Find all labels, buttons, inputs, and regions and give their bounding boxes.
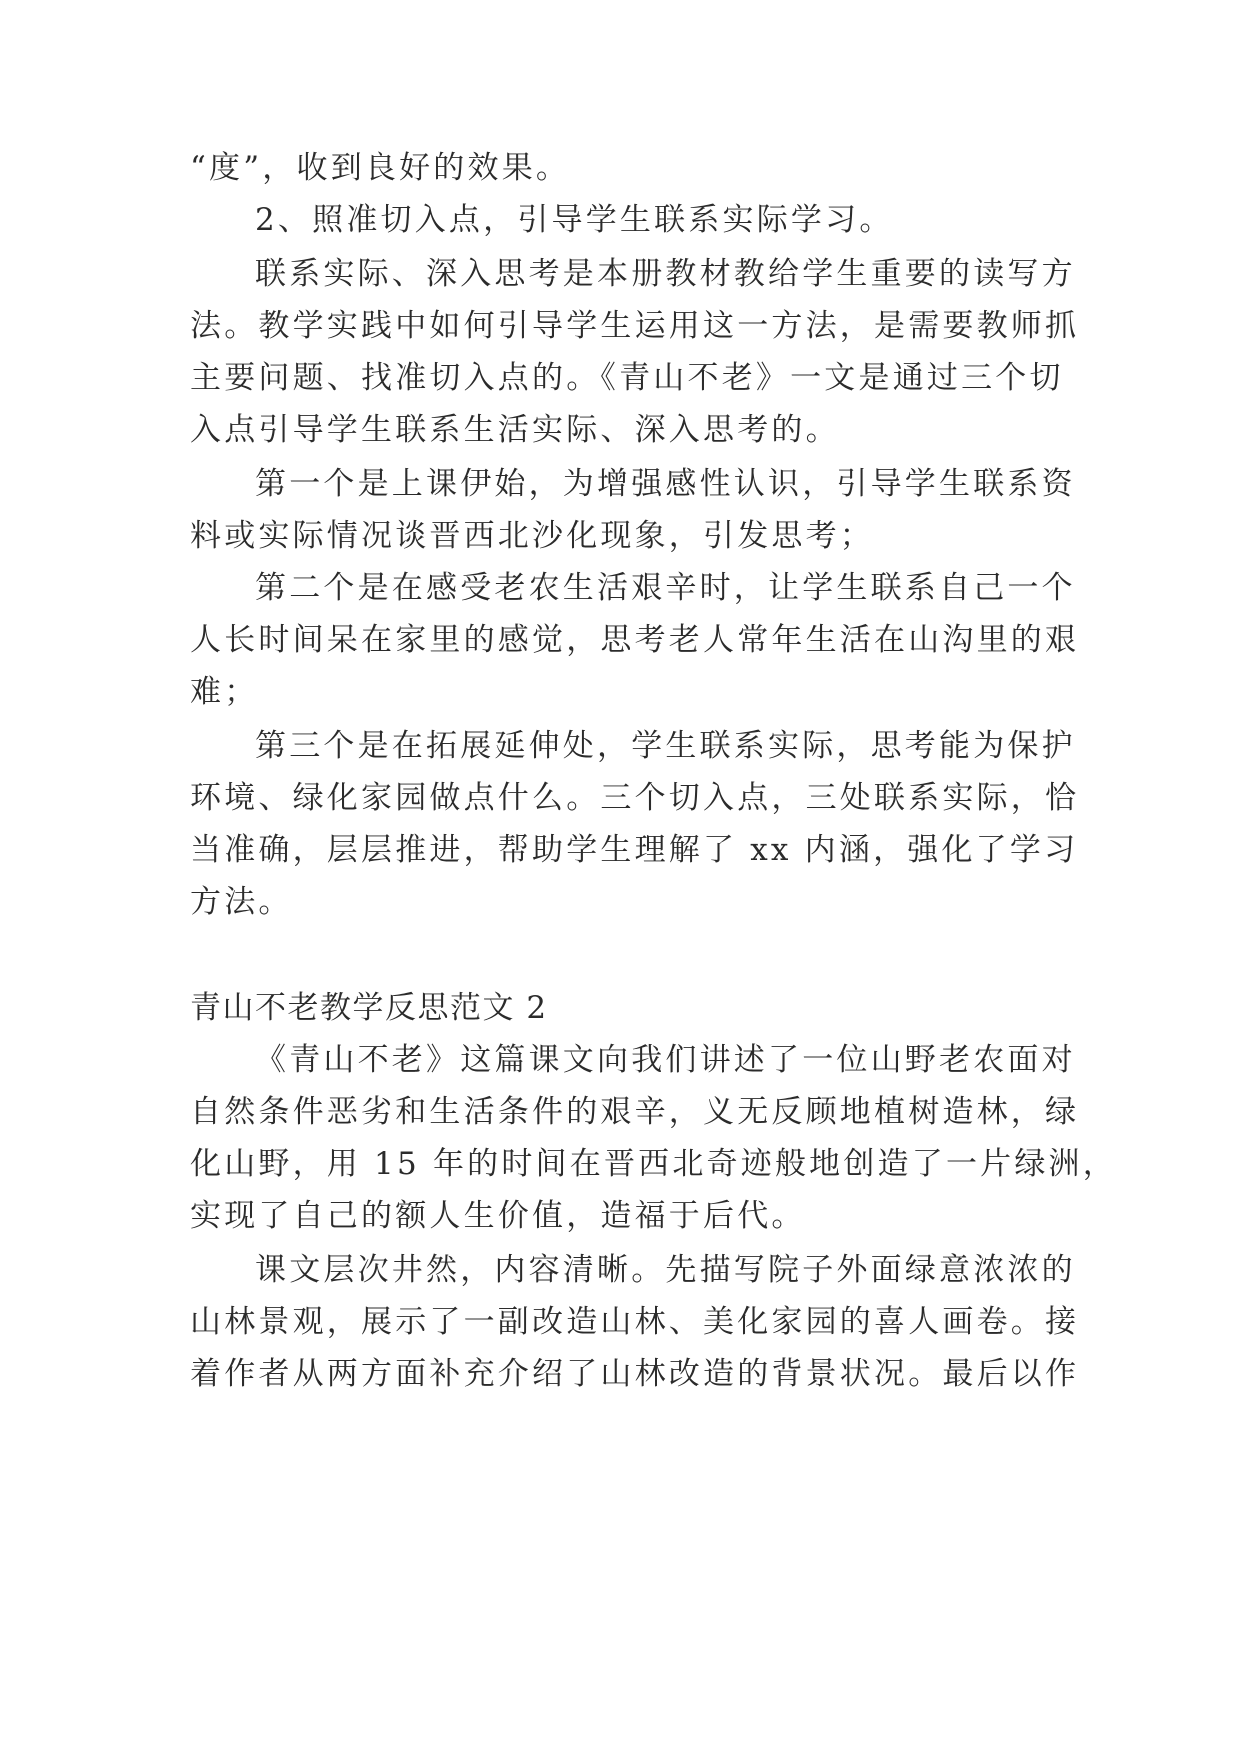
paragraph-line: 主要问题、找准切入点的。《青山不老》一文是通过三个切 xyxy=(190,360,1064,396)
paragraph-line: 化山野，用 15 年的时间在晋西北奇迹般地创造了一片绿洲， xyxy=(190,1146,1117,1182)
paragraph-line: 实现了自己的额人生价值，造福于后代。 xyxy=(190,1198,806,1234)
paragraph-line: 《青山不老》这篇课文向我们讲述了一位山野老农面对 xyxy=(255,1042,1076,1078)
paragraph-line: 人长时间呆在家里的感觉，思考老人常年生活在山沟里的艰 xyxy=(190,622,1080,658)
paragraph-line: 难； xyxy=(190,674,259,710)
paragraph-line: 着作者从两方面补充介绍了山林改造的背景状况。最后以作 xyxy=(190,1356,1080,1392)
paragraph-line: 第二个是在感受老农生活艰辛时，让学生联系自己一个 xyxy=(255,570,1076,606)
paragraph-line: 方法。 xyxy=(190,884,293,920)
paragraph-line: 环境、绿化家园做点什么。三个切入点，三处联系实际，恰 xyxy=(190,780,1080,816)
subheading-line: 2、照准切入点，引导学生联系实际学习。 xyxy=(255,202,894,238)
paragraph-line: 课文层次井然，内容清晰。先描写院子外面绿意浓浓的 xyxy=(255,1252,1076,1288)
paragraph-line: 联系实际、深入思考是本册教材教给学生重要的读写方 xyxy=(255,256,1076,292)
paragraph-line: 自然条件恶劣和生活条件的艰辛，义无反顾地植树造林，绿 xyxy=(190,1094,1080,1130)
paragraph-line: 料或实际情况谈晋西北沙化现象，引发思考； xyxy=(190,518,874,554)
paragraph-line: 第三个是在拓展延伸处，学生联系实际，思考能为保护 xyxy=(255,728,1076,764)
paragraph-line: “度”，收到良好的效果。 xyxy=(190,150,571,186)
paragraph-line: 法。教学实践中如何引导学生运用这一方法，是需要教师抓 xyxy=(190,308,1080,344)
paragraph-line: 第一个是上课伊始，为增强感性认识，引导学生联系资 xyxy=(255,466,1076,502)
section-title: 青山不老教学反思范文 2 xyxy=(190,990,548,1026)
paragraph-line: 山林景观，展示了一副改造山林、美化家园的喜人画卷。接 xyxy=(190,1304,1080,1340)
paragraph-line: 当准确，层层推进，帮助学生理解了 xx 内涵，强化了学习 xyxy=(190,832,1079,868)
paragraph-line: 入点引导学生联系生活实际、深入思考的。 xyxy=(190,412,840,448)
